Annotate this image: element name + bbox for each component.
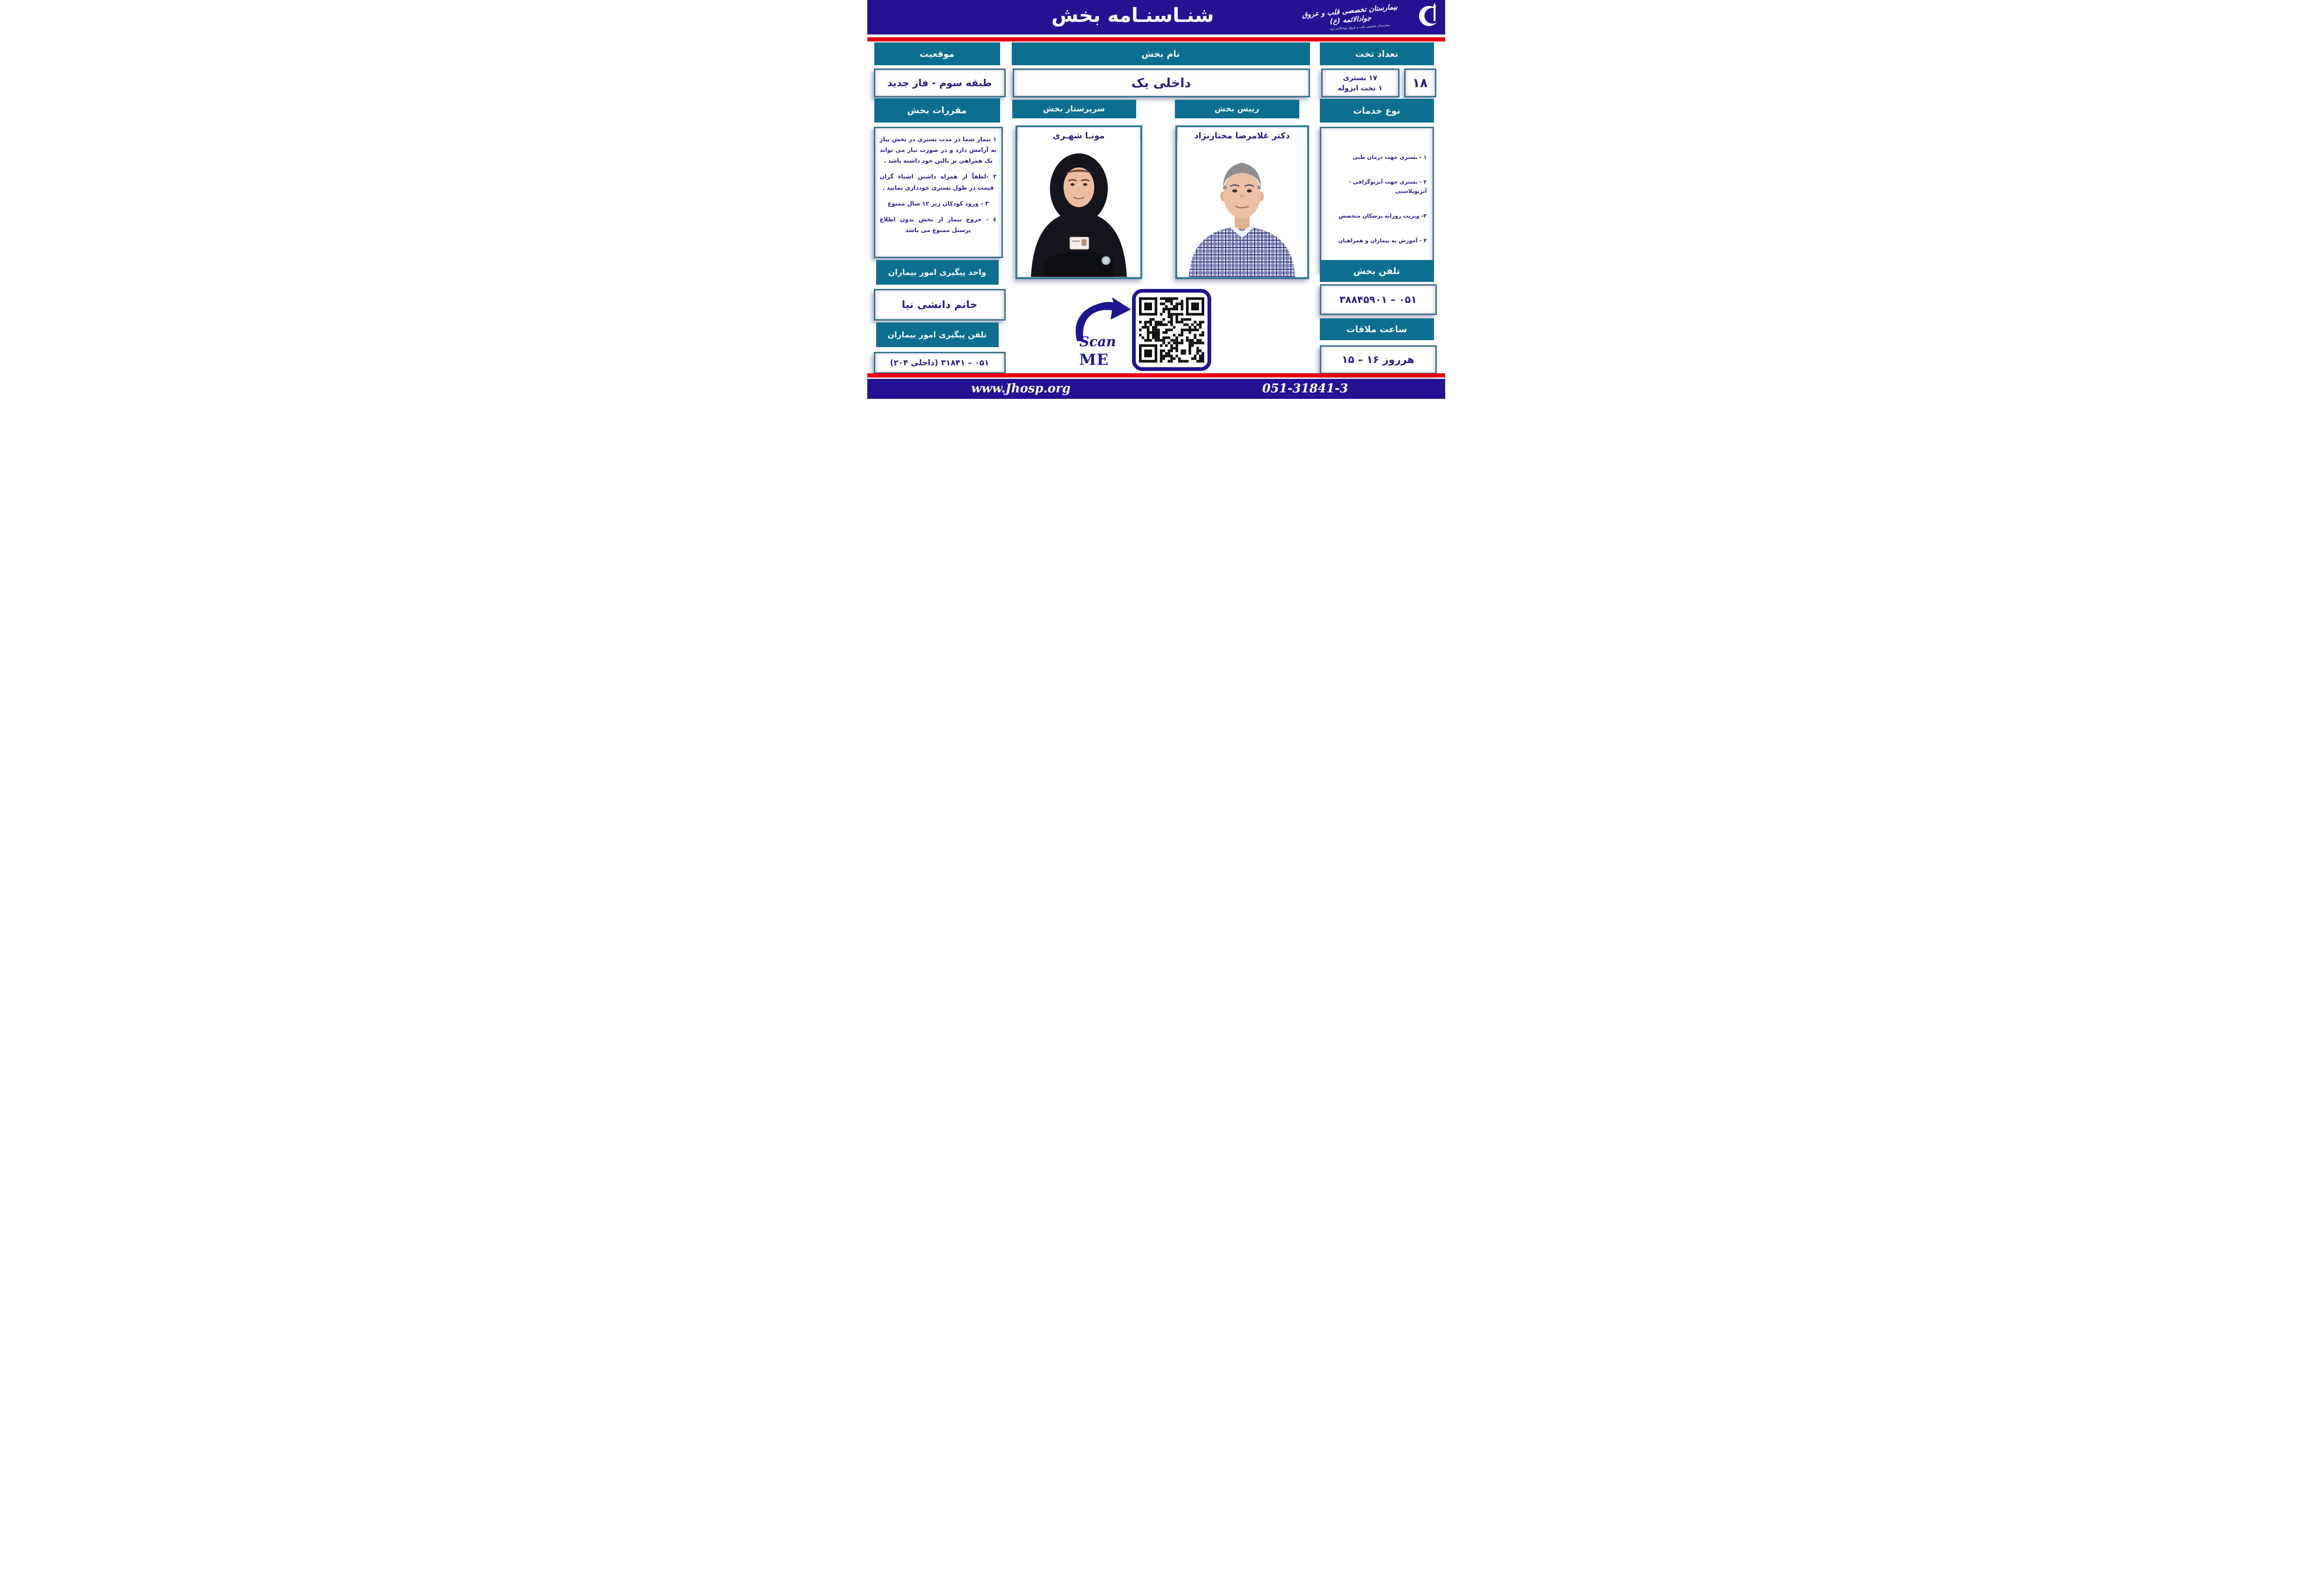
qr-code-pattern xyxy=(1139,296,1204,364)
regulation-item: ٤ - خروج بیمار از بخش بدون اطلاع پرسنل ممنوع می باشد xyxy=(879,215,997,233)
beds-inpatient: ۱۷ بستری xyxy=(1343,73,1378,82)
department-id-poster xyxy=(867,0,1445,399)
regulation-item: ۳ - ورود کودکان زیر ۱۲ سال ممنوع xyxy=(887,199,989,207)
followup-unit-header: واحد پیگیری امور بیماران xyxy=(876,260,999,285)
services-list xyxy=(1327,137,1427,261)
regulation-item: ۱ بیمار شما در مدت بستری در بخش نیاز به آرامش دارد و در صورت نیاز می تواند یک همراهی بر بالین خود داشته باشد . xyxy=(879,136,997,164)
head-nurse-name: مونـا شهـری xyxy=(1052,131,1105,141)
followup-phone-header: تلفن پیگیری امور بیماران xyxy=(876,322,999,347)
regulations-box xyxy=(874,127,1003,258)
beds-detail-box xyxy=(1321,68,1400,97)
location-value: طبقه سوم - فاز جدید xyxy=(874,68,1006,97)
hospital-subtitle: بیمارستان تخصصی قلب و عروق جوادالائمه (ع) xyxy=(1330,23,1390,31)
beds-total: ۱۸ xyxy=(1404,68,1436,97)
head-nurse-portrait xyxy=(1017,141,1140,277)
service-item: ۱ - بستری جهت درمان طبی xyxy=(1352,154,1427,161)
department-name-header: نام بخش xyxy=(1012,42,1310,65)
head-nurse-header: سرپرستار بخش xyxy=(1012,100,1136,118)
followup-phone-value: ۰۵۱ – ۳۱۸۴۱ (داخلی ۲۰۴) xyxy=(874,352,1006,374)
service-item: ۲ - بستری جهت آنژیوگرافی - آنژیوپلاستی xyxy=(1349,178,1427,194)
department-head-portrait xyxy=(1177,141,1307,277)
qr-code xyxy=(1132,289,1211,371)
visiting-hours-value: هرروز ۱۶ – ۱۵ xyxy=(1320,345,1437,374)
service-item: ۴ - آموزش به بیماران و همراهیان xyxy=(1338,237,1427,244)
services-header: نوع خدمات xyxy=(1320,99,1434,123)
followup-unit-value: خانم دانشی نیا xyxy=(874,289,1006,321)
department-head-header: رییس بخش xyxy=(1175,100,1299,118)
footer-phone: 051-31841-3 xyxy=(1262,382,1348,396)
regulation-item: ۲ -لطفاً از همراه داشتن اشیاء گران قیمت در طول بستری خودداری نمایید . xyxy=(879,173,997,191)
department-head-photo-frame xyxy=(1175,125,1309,279)
regulations-list xyxy=(880,134,997,235)
hospital-logo-icon xyxy=(1413,2,1441,31)
services-box xyxy=(1320,127,1434,272)
service-item: ۳- ویزیت روزانه پزشکان متخصص xyxy=(1338,212,1427,219)
scan-label: Scan xyxy=(1079,334,1116,349)
location-header: موقعیت xyxy=(874,42,1000,65)
regulations-header: مقررات بخش xyxy=(874,98,1000,123)
department-name-value: داخلی یک xyxy=(1013,68,1310,97)
visiting-hours-header: ساعت ملاقات xyxy=(1320,318,1434,340)
department-phone-value: ۰۵۱ – ۳۸۸۴۵۹۰۱ xyxy=(1320,284,1437,315)
top-red-divider xyxy=(867,37,1445,41)
me-label: ME xyxy=(1079,350,1109,369)
top-header-band xyxy=(867,0,1445,34)
beds-isolation: ۱ تخت ایزوله xyxy=(1338,84,1383,92)
footer-band xyxy=(867,379,1445,399)
hospital-name: بیمارستان تخصصی قلب و عروق جوادالائمه (ع) xyxy=(1301,2,1398,26)
scan-me-group xyxy=(1071,297,1135,370)
page-title: شنـاسنـامه بخش xyxy=(1051,4,1214,27)
website-url: www.Jhosp.org xyxy=(971,382,1071,396)
department-phone-header: تلفن بخش xyxy=(1320,260,1434,282)
bottom-red-divider xyxy=(867,373,1445,377)
department-head-name: دکتر غلامرضا مختارنژاد xyxy=(1194,131,1290,141)
head-nurse-photo-frame xyxy=(1015,125,1142,279)
beds-header: تعداد تخت xyxy=(1320,42,1434,65)
